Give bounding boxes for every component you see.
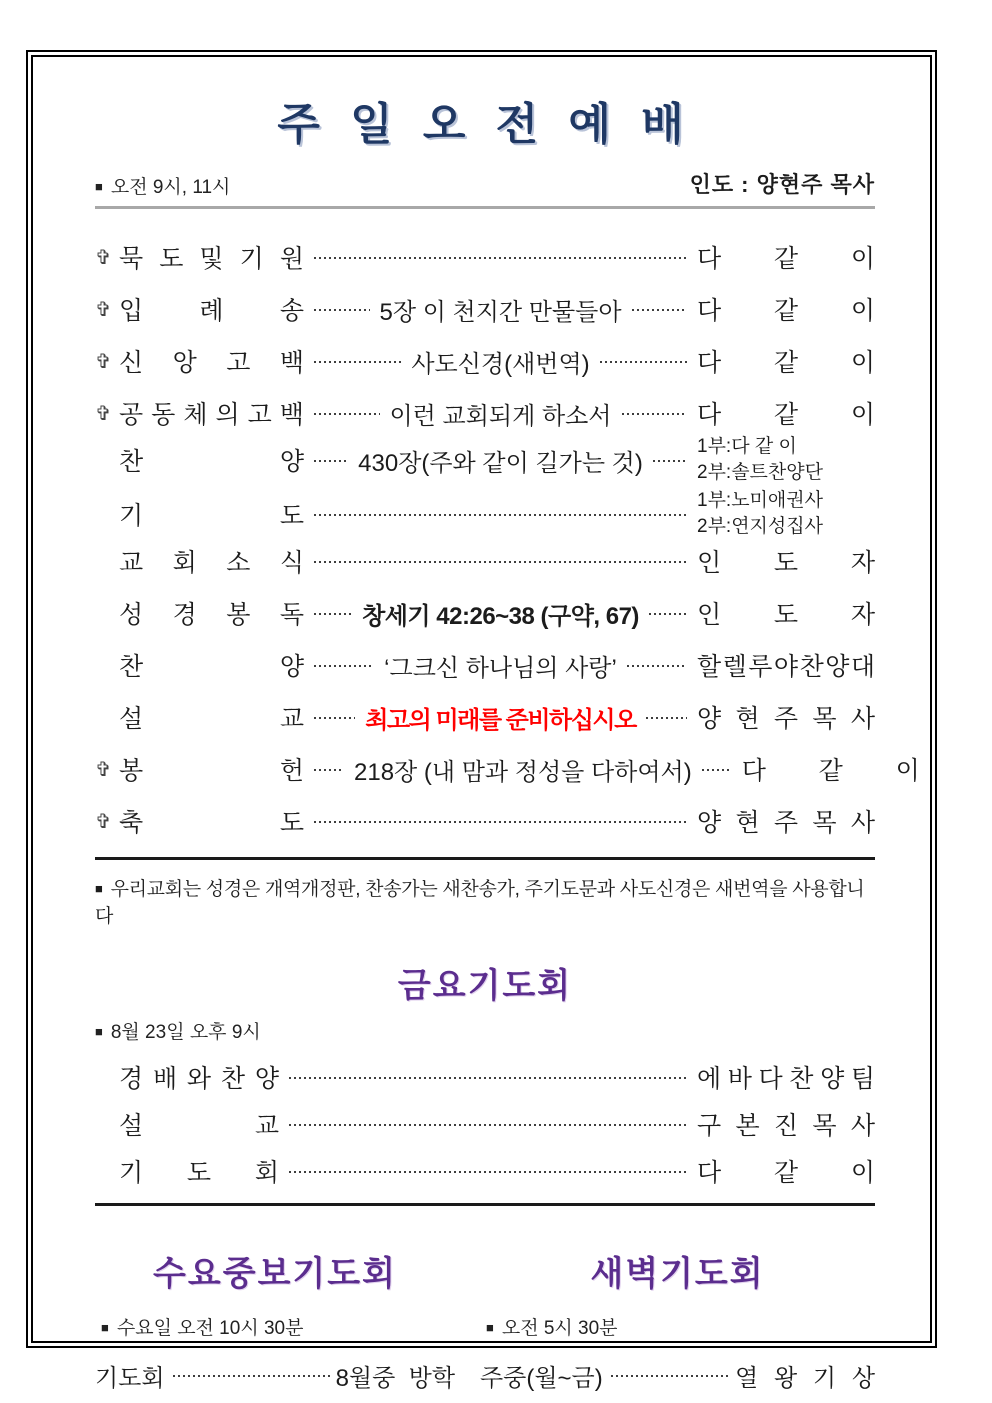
dotted-leader: [314, 361, 401, 363]
dotted-leader: [702, 769, 732, 771]
service-order-list: [95, 241, 920, 837]
dotted-leader: [600, 361, 687, 363]
dotted-leader: [314, 769, 344, 771]
service-row-sinanggobaek: [95, 345, 875, 377]
worship-leader: 인도 : 양현주 목사: [689, 172, 875, 197]
square-bullet-icon: ■: [486, 1320, 494, 1335]
worship-schedule-text: 오전 9시, 11시: [110, 177, 231, 198]
service-item-label: 입 례 송: [119, 297, 304, 325]
wednesday-prayer-section: [95, 1246, 455, 1390]
square-bullet-icon: ■: [95, 1024, 103, 1039]
dawn-item-label: 주중(월~금): [480, 1364, 603, 1392]
service-row-ipryesong: [95, 293, 875, 325]
service-item-performer: 인 도 자: [697, 601, 875, 629]
service-row-gido: [95, 491, 875, 537]
footnote-text: 우리교회는 성경은 개역개정판, 찬송가는 새찬송가, 주기도문과 사도신경은 새번역을 사용합니다: [95, 879, 865, 927]
cross-icon: ✞: [95, 246, 112, 269]
service-item-performer: 다 같 이: [741, 757, 920, 785]
service-item-label: 기 도: [119, 502, 304, 530]
service-item-label: 찬 양: [119, 653, 304, 681]
friday-schedule: [95, 1017, 875, 1044]
service-row-gyohoesosik: [95, 545, 875, 577]
friday-item-label: 경 배 와 찬 양: [119, 1065, 279, 1093]
performer-line-1: 1부:다 같 이: [697, 436, 797, 458]
dotted-leader: [289, 1171, 687, 1173]
cross-icon: ✞: [95, 402, 112, 425]
wednesday-item-label: 기도회: [95, 1364, 165, 1392]
dotted-leader: [622, 413, 688, 415]
dotted-leader: [314, 821, 687, 823]
friday-row-prayer: [95, 1156, 875, 1186]
friday-row-sermon: [95, 1109, 875, 1139]
friday-item-label: 설 교: [119, 1112, 279, 1140]
service-item-performer: 인 도 자: [697, 549, 875, 577]
service-item-performer: [697, 434, 875, 485]
cross-icon: ✞: [95, 810, 112, 833]
cross-icon: ✞: [95, 350, 112, 373]
service-item-performer: 다 같 이: [697, 349, 875, 377]
dotted-leader: [314, 257, 687, 259]
service-item-performer: 다 같 이: [697, 297, 875, 325]
dotted-leader: [314, 665, 374, 667]
service-item-performer: 양 현 주 목 사: [697, 705, 875, 733]
service-item-label: 묵 도 및 기 원: [119, 245, 304, 273]
service-item-content: 218장 (내 맘과 정성을 다하여서): [354, 758, 692, 786]
dotted-leader: [653, 460, 687, 462]
service-item-label: 축 도: [119, 809, 304, 837]
service-item-label: 봉 헌: [119, 757, 304, 785]
friday-schedule-text: 8월 23일 오후 9시: [110, 1022, 261, 1043]
dotted-leader: [314, 561, 687, 563]
performer-line-1: 1부:노미애권사: [697, 490, 823, 512]
service-row-chukdo: [95, 805, 875, 837]
dotted-leader: [611, 1375, 731, 1377]
dotted-leader: [314, 613, 352, 615]
dotted-leader: [632, 309, 688, 311]
service-row-bongheon: [95, 753, 920, 786]
service-row-seolgyo: [95, 701, 875, 733]
wednesday-row: [95, 1360, 455, 1390]
page-title: 주 일 오 전 예 배: [277, 100, 693, 149]
dotted-leader: [314, 514, 687, 516]
wednesday-section-title: 수요중보기도회: [153, 1255, 397, 1293]
dawn-schedule: [480, 1313, 875, 1340]
dotted-leader: [314, 460, 348, 462]
dotted-leader: [173, 1375, 332, 1377]
dotted-leader: [646, 717, 687, 719]
header-divider: [95, 206, 875, 209]
friday-prayer-section: [95, 958, 875, 1206]
service-item-content: 이런 교회되게 하소서: [389, 402, 612, 430]
service-item-content: 430장(주와 같이 길가는 것): [358, 449, 643, 477]
service-item-performer: 다 같 이: [697, 401, 875, 429]
worship-schedule: [95, 172, 230, 199]
footnote: [95, 874, 875, 928]
performer-line-2: 2부:연지성집사: [697, 516, 823, 537]
wednesday-schedule: [95, 1313, 455, 1340]
service-item-label: 신 앙 고 백: [119, 349, 304, 377]
service-row-gongdongche: [95, 397, 875, 429]
service-item-label: 성 경 봉 독: [119, 601, 304, 629]
dotted-leader: [314, 717, 355, 719]
dawn-prayer-section: [480, 1246, 875, 1390]
dawn-item-content: 열 왕 기 상: [735, 1364, 875, 1392]
worship-header: [95, 168, 875, 199]
service-item-label: 설 교: [119, 705, 304, 733]
section-divider: [95, 857, 875, 860]
service-item-content: 5장 이 천지간 만물들아: [379, 298, 622, 326]
cross-icon: ✞: [95, 758, 112, 781]
service-item-label: 교 회 소 식: [119, 549, 304, 577]
section-divider: [95, 1203, 875, 1206]
service-item-performer: 할 렐 루 야 찬 양 대: [697, 653, 875, 681]
friday-item-performer: 다 같 이: [697, 1159, 875, 1187]
dawn-schedule-text: 오전 5시 30분: [501, 1318, 618, 1339]
service-row-seonggyeongbongdok: [95, 597, 875, 629]
worship-section: [95, 88, 920, 928]
friday-row-worship: [95, 1062, 875, 1092]
bottom-sections: [95, 1246, 875, 1390]
bulletin-content: [95, 88, 920, 1392]
wednesday-item-note: 8월중 방학: [335, 1364, 455, 1392]
service-item-performer: 양 현 주 목 사: [697, 809, 875, 837]
dawn-section-title: 새벽기도회: [590, 1255, 765, 1293]
dotted-leader: [314, 309, 370, 311]
cross-icon: ✞: [95, 298, 112, 321]
friday-item-label: 기 도 회: [119, 1159, 279, 1187]
service-item-performer: [697, 488, 875, 539]
dotted-leader: [314, 413, 380, 415]
dotted-leader: [289, 1077, 687, 1079]
friday-item-performer: 구 본 진 목 사: [697, 1112, 875, 1140]
dotted-leader: [649, 613, 687, 615]
square-bullet-icon: ■: [95, 179, 103, 194]
wednesday-schedule-text: 수요일 오전 10시 30분: [116, 1318, 304, 1339]
performer-line-2: 2부:솔트찬양단: [697, 462, 823, 483]
friday-order-list: [95, 1062, 875, 1186]
service-item-label: 공 동 체 의 고 백: [119, 401, 304, 429]
scripture-reference: 창세기 42:26~38 (구약, 67): [362, 602, 639, 630]
dotted-leader: [627, 665, 687, 667]
dotted-leader: [289, 1124, 687, 1126]
sermon-title: 최고의 미래를 준비하십시오: [365, 706, 636, 734]
service-item-content: 사도신경(새번역): [411, 350, 590, 378]
square-bullet-icon: ■: [101, 1320, 109, 1335]
dawn-row: [480, 1360, 875, 1390]
service-item-label: 찬 양: [119, 448, 304, 476]
service-row-chanyang1: [95, 437, 875, 483]
friday-item-performer: 에 바 다 찬 양 팀: [697, 1065, 875, 1093]
square-bullet-icon: ■: [95, 881, 103, 896]
service-row-mukdo: [95, 241, 875, 273]
service-item-performer: 다 같 이: [697, 245, 875, 273]
service-row-chanyang2: [95, 649, 875, 681]
service-item-content: ‘그크신 하나님의 사랑’: [384, 654, 617, 682]
friday-section-title: 금요기도회: [397, 967, 573, 1005]
